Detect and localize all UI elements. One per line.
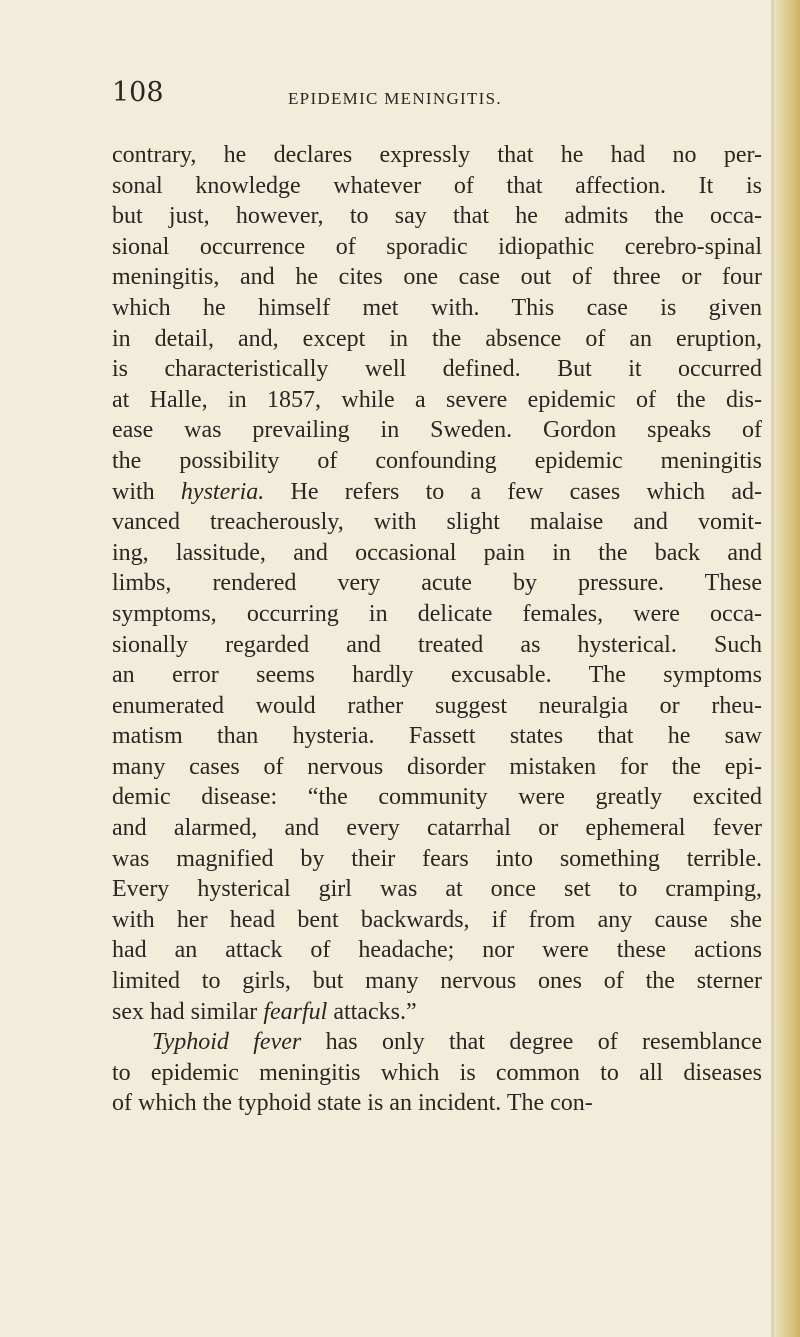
page-number: 108 xyxy=(112,77,164,108)
text-line xyxy=(112,507,762,538)
text-segment: sionally regarded and treated as hysterical. Such xyxy=(112,631,762,658)
text-segment: is characteristically well defined. But it occurred xyxy=(112,356,762,383)
running-head: EPIDEMIC MENINGITIS. xyxy=(288,89,502,108)
text-segment: sex had similar xyxy=(112,998,264,1025)
text-line xyxy=(112,599,762,630)
text-segment: sonal knowledge whatever of that affection. It is xyxy=(112,172,762,199)
text-segment: sional occurrence of sporadic idiopathic cerebro-spinal xyxy=(112,233,762,260)
text-line xyxy=(112,324,762,355)
text-segment: Every hysterical girl was at once set to cramping, xyxy=(112,876,762,903)
text-segment: with xyxy=(112,478,181,505)
text-segment: enumerated would rather suggest neuralgia or rheu- xyxy=(112,692,762,719)
text-line xyxy=(112,813,762,844)
text-segment: and alarmed, and every catarrhal or ephemeral fever xyxy=(112,815,762,842)
text-line xyxy=(112,201,762,232)
page-edge xyxy=(772,0,800,1337)
text-line xyxy=(112,477,762,508)
text-line xyxy=(112,140,762,171)
body-text xyxy=(112,140,762,1119)
text-segment: ease was prevailing in Sweden. Gordon speaks of xyxy=(112,417,762,444)
page-edge-shade xyxy=(771,0,774,1337)
text-line xyxy=(112,385,762,416)
text-line xyxy=(112,782,762,813)
text-segment: at Halle, in 1857, while a severe epidemic of the dis- xyxy=(112,386,762,413)
text-segment: the possibility of confounding epidemic meningitis xyxy=(112,447,762,474)
text-line xyxy=(112,171,762,202)
text-line xyxy=(112,905,762,936)
text-segment: in detail, and, except in the absence of an eruption, xyxy=(112,325,762,352)
text-line xyxy=(112,415,762,446)
text-segment: contrary, he declares expressly that he had no per- xyxy=(112,142,762,168)
text-line xyxy=(112,354,762,385)
text-segment: attacks.” xyxy=(327,998,417,1025)
text-segment: many cases of nervous disorder mistaken for the epi- xyxy=(112,753,762,780)
text-segment: demic disease: “the community were greatly excited xyxy=(112,784,762,811)
text-line xyxy=(112,1088,762,1119)
text-line xyxy=(112,874,762,905)
text-segment: He refers to a few cases which ad- xyxy=(264,478,763,505)
text-line xyxy=(112,844,762,875)
text-line xyxy=(112,752,762,783)
text-segment: symptoms, occurring in delicate females, were occa- xyxy=(112,600,762,627)
text-line xyxy=(112,446,762,477)
text-line xyxy=(112,935,762,966)
text-line xyxy=(112,538,762,569)
text-segment: ing, lassitude, and occasional pain in the back and xyxy=(112,539,762,566)
text-segment: was magnified by their fears into something terrible. xyxy=(112,845,762,872)
text-line xyxy=(112,997,762,1028)
text-line xyxy=(112,232,762,263)
text-segment: has only that degree of resemblance xyxy=(301,1029,762,1056)
text-line xyxy=(112,1058,762,1089)
text-segment: to epidemic meningitis which is common to all diseases xyxy=(112,1059,762,1086)
text-segment: an error seems hardly excusable. The symptoms xyxy=(112,662,762,689)
text-segment: with her head bent backwards, if from any cause she xyxy=(112,906,762,933)
text-line xyxy=(112,630,762,661)
text-line xyxy=(112,1027,762,1058)
text-segment: limited to girls, but many nervous ones of the sterner xyxy=(112,968,762,995)
text-segment: limbs, rendered very acute by pressure. These xyxy=(112,570,762,597)
text-line xyxy=(112,293,762,324)
text-segment: matism than hysteria. Fassett states that he saw xyxy=(112,723,762,750)
text-line xyxy=(112,660,762,691)
text-line xyxy=(112,721,762,752)
italic-text: hysteria. xyxy=(180,478,265,505)
text-segment: of which the typhoid state is an incident. The con- xyxy=(112,1090,593,1117)
italic-text: fearful xyxy=(263,998,328,1025)
text-segment: which he himself met with. This case is given xyxy=(112,294,762,321)
text-segment: vanced treacherously, with slight malaise and vomit- xyxy=(112,509,762,536)
page-header xyxy=(112,78,672,118)
text-segment: but just, however, to say that he admits the occa- xyxy=(112,203,762,230)
text-line xyxy=(112,568,762,599)
text-segment: meningitis, and he cites one case out of three or four xyxy=(112,264,762,291)
text-segment: had an attack of headache; nor were these actions xyxy=(112,937,762,964)
text-line xyxy=(112,691,762,722)
italic-text: Typhoid fever xyxy=(152,1029,302,1056)
text-line xyxy=(112,262,762,293)
text-line xyxy=(112,966,762,997)
